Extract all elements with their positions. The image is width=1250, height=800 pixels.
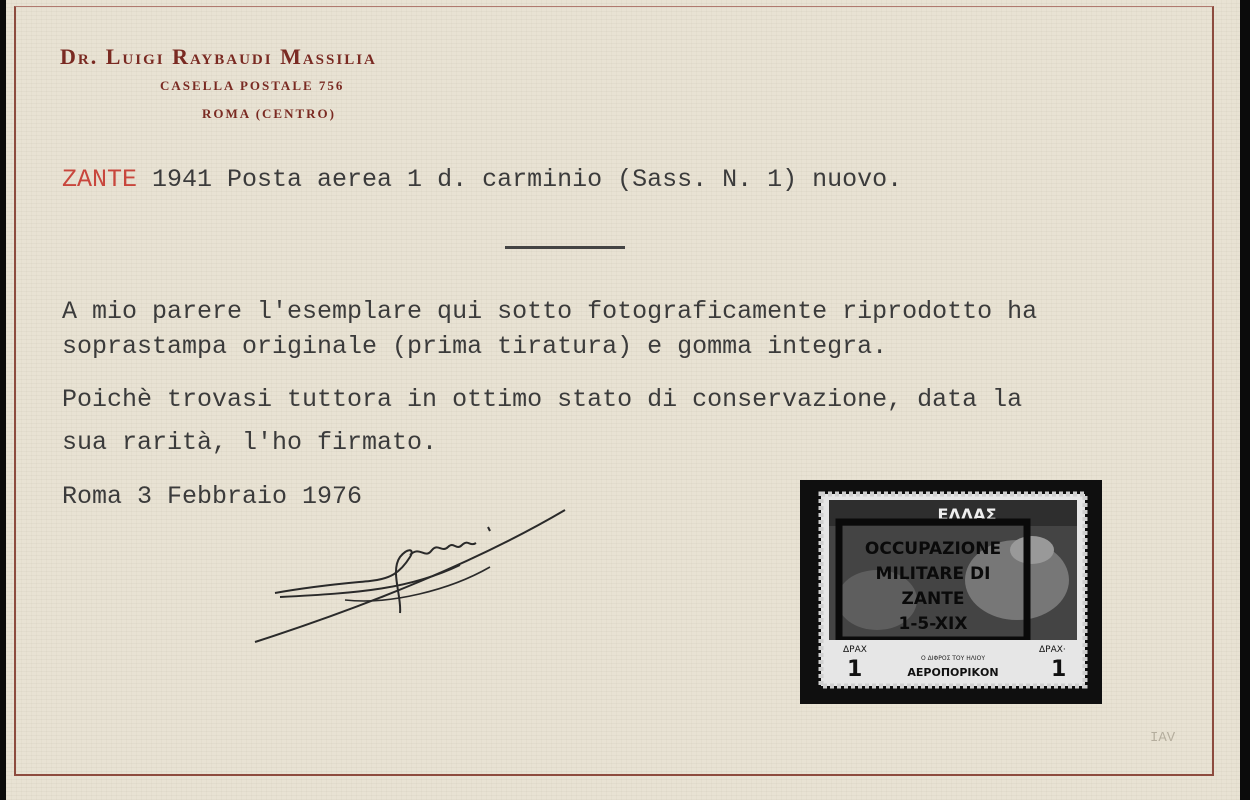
divider-rule (505, 246, 625, 249)
letterhead-name: Dr. Luigi Raybaudi Massilia (60, 44, 377, 69)
overprint-line-2: MILITARE DI (875, 564, 991, 584)
stamp-caption: ΑΕΡΟΠΟΡΙΚΟΝ (907, 666, 999, 679)
body-line-4: sua rarità, l'ho firmato. (62, 428, 438, 457)
body-line-1: A mio parere l'esemplare qui sotto fotograficamente riprodotto ha (62, 297, 1038, 326)
body-line-2: soprastampa originale (prima tiratura) e gomma integra. (62, 332, 888, 361)
stamp-country: ΕΛΛΑΣ (937, 505, 997, 524)
stamp-currency-left: ΔΡΑΧ (843, 645, 867, 655)
overprint-line-4: 1-5-XIX (898, 614, 968, 634)
stamp-image (817, 490, 1089, 690)
subject-line (62, 165, 902, 194)
body-line-3: Poichè trovasi tuttora in ottimo stato di conservazione, data la (62, 385, 1023, 414)
stamp-value-left: 1 (847, 657, 863, 682)
overprint-line-3: ZANTE (901, 589, 965, 609)
subject-place: ZANTE (62, 165, 138, 194)
dateline: Roma 3 Febbraio 1976 (62, 482, 363, 511)
handwritten-signature (250, 505, 580, 650)
stamp-caption-small: Ο ΔΙΦΡΟΣ ΤΟΥ ΗΛΙΟΥ (921, 655, 985, 662)
stamp-value-right: 1 (1051, 657, 1067, 682)
watermark-mark: IAV (1150, 730, 1176, 746)
letterhead-city: ROMA (CENTRO) (202, 106, 336, 121)
overprint-line-1: OCCUPAZIONE (864, 539, 1002, 559)
stamp-currency-right: ΔΡΑΧ· (1039, 645, 1066, 655)
subject-description: 1941 Posta aerea 1 d. carminio (Sass. N. 1) nuovo. (137, 165, 903, 194)
letterhead-postbox: CASELLA POSTALE 756 (160, 78, 345, 93)
